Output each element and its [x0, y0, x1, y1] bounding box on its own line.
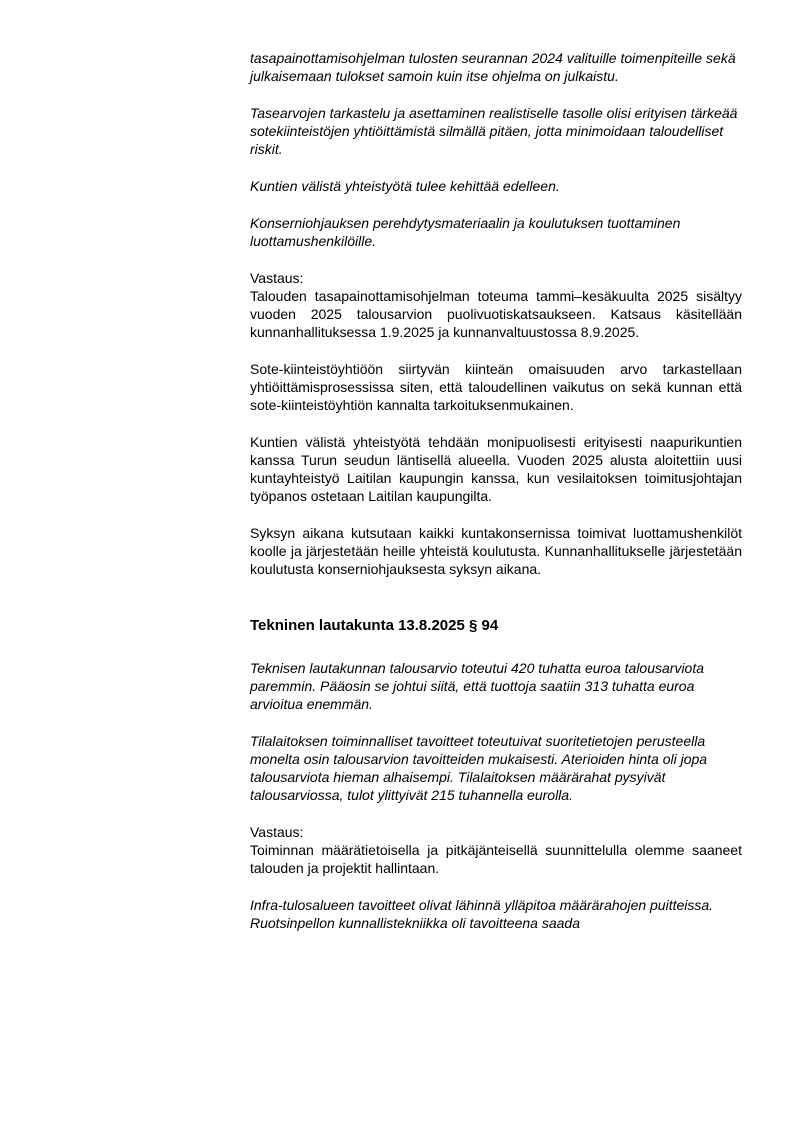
objective-paragraph: Infra-tulosalueen tavoitteet olivat lähinnä ylläpitoa määrärahojen puitteissa. Ruotsinpellon kunnallistekniikka oli tavoitteena saada — [250, 897, 714, 931]
objective-paragraph: Kuntien välistä yhteistyötä tulee kehittää edelleen. — [250, 178, 560, 194]
objective-paragraph: Tasearvojen tarkastelu ja asettaminen realistiselle tasolle olisi erityisen tärkeää sotekiinteistöjen yhtiöittämistä silmällä pitäen, jotta minimoidaan taloudelliset riskit. — [250, 105, 738, 157]
body-text-column — [250, 49, 742, 951]
objective-paragraph: Konserniohjauksen perehdytysmateriaalin ja koulutuksen tuottaminen luottamushenkilöille. — [250, 215, 681, 249]
response-paragraph: Syksyn aikana kutsutaan kaikki kuntakonsernissa toimivat luottamushenkilöt koolle ja järjestetään heille yhteistä koulutusta. Kunnanhallitukselle järjestetään koulutusta konserniohjauksesta syksyn aikana. — [250, 525, 742, 577]
objective-paragraph: Tilalaitoksen toiminnalliset tavoitteet toteutuivat suoritetietojen perusteella monelta osin talousarvion tavoitteiden mukaisesti. Aterioiden hinta oli jopa talousarviota hieman alhaisempi. Tilalaitoksen määrärahat pysyivät talousarviossa, tulot ylittyivät 215 tuhannella eurolla. — [250, 733, 708, 803]
response-paragraph: Talouden tasapainottamisohjelman toteuma tammi–kesäkuulta 2025 sisältyy vuoden 2025 talousarvion puolivuotiskatsaukseen. Katsaus käsitellään kunnanhallituksessa 1.9.2025 ja kunnanvaltuustossa 8.9.2025. — [250, 288, 742, 340]
response-paragraph: Toiminnan määrätietoisella ja pitkäjänteisellä suunnittelulla olemme saaneet talouden ja projektit hallintaan. — [250, 842, 742, 876]
objective-paragraph: Teknisen lautakunnan talousarvio toteutui 420 tuhatta euroa talousarviota paremmin. Pääosin se johtui siitä, että tuottoja saatiin 313 tuhatta euroa arvioitua enemmän. — [250, 660, 705, 712]
response-paragraph: Sote-kiinteistöyhtiöön siirtyvän kiinteän omaisuuden arvo tarkastellaan yhtiöittämisprosessissa siten, että taloudellinen vaikutus on sekä kunnan että sote-kiinteistöyhtiön kannalta tarkoituksenmukainen. — [250, 361, 742, 413]
response-label: Vastaus: — [250, 270, 304, 286]
objective-paragraph: tasapainottamisohjelman tulosten seurannan 2024 valituille toimenpiteille sekä julkaisemaan tulokset samoin kuin itse ohjelma on julkaistu. — [250, 50, 736, 84]
section-heading: Tekninen lautakunta 13.8.2025 § 94 — [250, 617, 499, 634]
response-paragraph: Kuntien välistä yhteistyötä tehdään monipuolisesti erityisesti naapurikuntien kanssa Turun seudun läntisellä alueella. Vuoden 2025 alusta aloitettiin uusi kuntayhteistyö Laitilan kaupungin kanssa, kun vesilaitoksen toimitusjohtajan työpanos ostetaan Laitilan kaupungilta. — [250, 434, 742, 504]
response-label: Vastaus: — [250, 824, 304, 840]
